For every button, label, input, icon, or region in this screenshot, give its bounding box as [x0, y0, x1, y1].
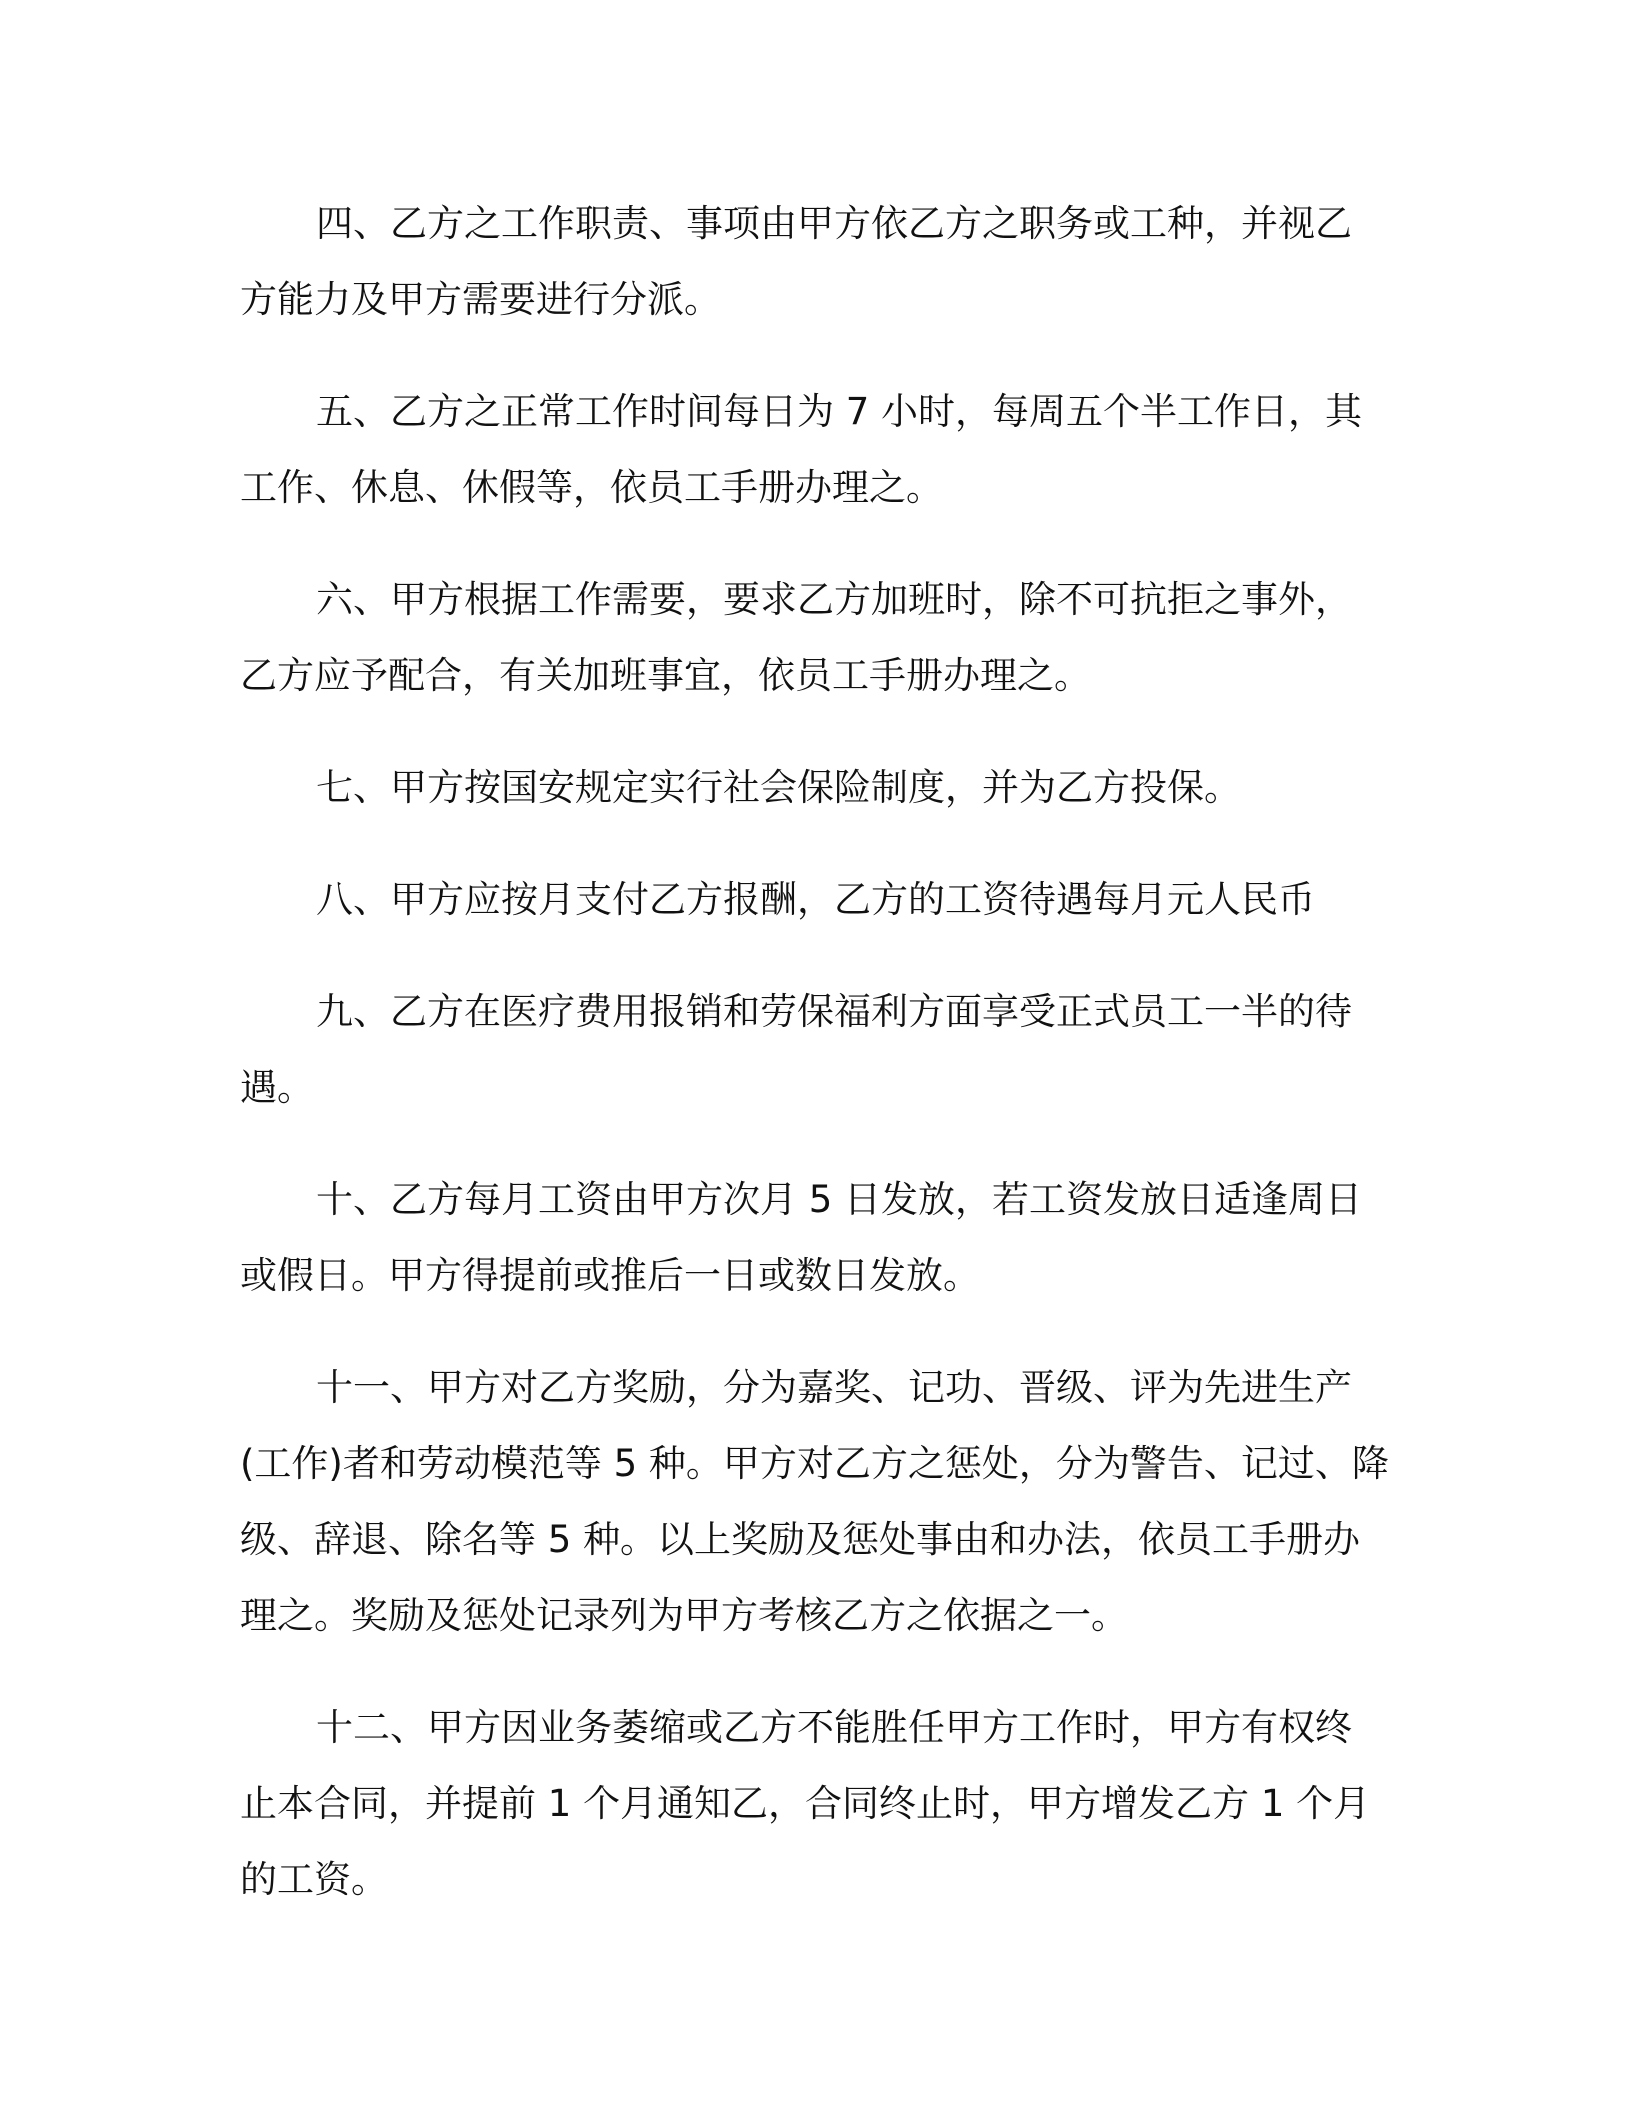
clause-line: 十、乙方每月工资由甲方次月 5 日发放，若工资发放日适逢周日 [316, 1178, 1363, 1221]
clause-line: 八、甲方应按月支付乙方报酬，乙方的工资待遇每月元人民币 [316, 878, 1315, 921]
clause-line: 止本合同，并提前 1 个月通知乙，合同终止时，甲方增发乙方 1 个月 [240, 1782, 1371, 1825]
clause-9 [240, 974, 1392, 1126]
clause-line: 九、乙方在医疗费用报销和劳保福利方面享受正式员工一半的待 [316, 990, 1352, 1033]
clause-line: 十二、甲方因业务萎缩或乙方不能胜任甲方工作时，甲方有权终 [316, 1706, 1352, 1749]
clause-line: 或假日。甲方得提前或推后一日或数日发放。 [240, 1254, 980, 1297]
document-page [240, 186, 1392, 1918]
clause-line: (工作)者和劳动模范等 5 种。甲方对乙方之惩处，分为警告、记过、降 [240, 1442, 1389, 1485]
clause-10 [240, 1162, 1392, 1314]
clause-line: 工作、休息、休假等，依员工手册办理之。 [240, 466, 943, 509]
clause-11 [240, 1350, 1392, 1654]
clause-line: 四、乙方之工作职责、事项由甲方依乙方之职务或工种，并视乙 [316, 202, 1352, 245]
clause-line: 乙方应予配合，有关加班事宜，依员工手册办理之。 [240, 654, 1091, 697]
clause-line: 十一、甲方对乙方奖励，分为嘉奖、记功、晋级、评为先进生产 [316, 1366, 1352, 1409]
clause-line: 理之。奖励及惩处记录列为甲方考核乙方之依据之一。 [240, 1594, 1128, 1637]
clause-12 [240, 1690, 1392, 1918]
clause-line: 级、辞退、除名等 5 种。以上奖励及惩处事由和办法，依员工手册办 [240, 1518, 1361, 1561]
clause-line: 六、甲方根据工作需要，要求乙方加班时，除不可抗拒之事外， [316, 578, 1352, 621]
clause-line: 七、甲方按国安规定实行社会保险制度，并为乙方投保。 [316, 766, 1241, 809]
clause-8 [240, 862, 1392, 938]
clause-6 [240, 562, 1392, 714]
clause-line: 的工资。 [240, 1858, 388, 1901]
clause-4 [240, 186, 1392, 338]
clause-line: 遇。 [240, 1066, 314, 1109]
clause-line: 方能力及甲方需要进行分派。 [240, 278, 721, 321]
clause-line: 五、乙方之正常工作时间每日为 7 小时，每周五个半工作日，其 [316, 390, 1363, 433]
clause-5 [240, 374, 1392, 526]
clause-7 [240, 750, 1392, 826]
